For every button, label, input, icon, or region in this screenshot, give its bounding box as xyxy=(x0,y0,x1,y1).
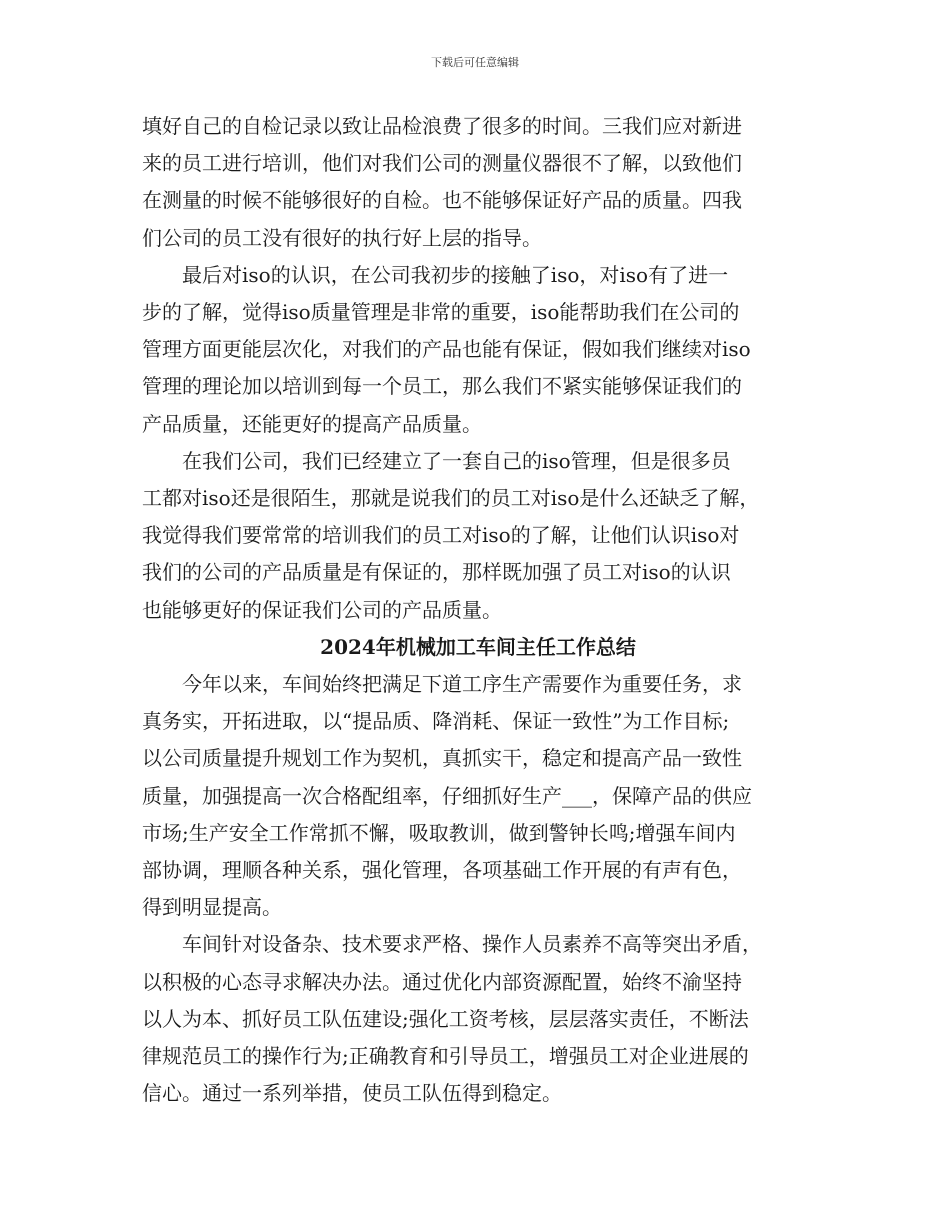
text-line: 步的了解，觉得iso质量管理是非常的重要，iso能帮助我们在公司的 xyxy=(142,300,740,325)
text-line: 填好自己的自检记录以致让品检浪费了很多的时间。三我们应对新进 xyxy=(142,114,742,138)
paragraph-iso-company xyxy=(142,443,814,629)
text-line: 也能够更好的保证我们公司的产品质量。 xyxy=(142,597,502,622)
paragraph-workshop-goals xyxy=(142,666,814,926)
text-line: 今年以来，车间始终把满足下道工序生产需要作为重要任务，求 xyxy=(182,672,742,697)
text-line: 质量，加强提高一次合格配组率，仔细抓好生产___，保障产品的供应 xyxy=(142,783,752,808)
text-line: 律规范员工的操作行为;正确教育和引导员工，增强员工对企业进展的 xyxy=(142,1044,749,1069)
section-title: 2024年机械加工车间主任工作总结 xyxy=(320,634,636,659)
text-line: 我觉得我们要常常的培训我们的员工对iso的了解，让他们认识iso对 xyxy=(142,523,740,548)
page-header-note: 下载后可任意编辑 xyxy=(431,56,519,69)
text-line: 管理方面更能层次化，对我们的产品也能有保证，假如我们继续对iso xyxy=(142,337,751,362)
text-line: 在我们公司，我们已经建立了一套自己的iso管理，但是很多员 xyxy=(182,448,731,473)
text-line: 以人为本、抓好员工队伍建设;强化工资考核，层层落实责任，不断法 xyxy=(142,1006,749,1031)
text-line: 管理的理论加以培训到每一个员工，那么我们不紧实能够保证我们的 xyxy=(142,374,742,399)
paragraph-continuation xyxy=(142,108,814,257)
text-line: 车间针对设备杂、技术要求严格、操作人员素养不高等突出矛盾， xyxy=(182,932,762,957)
text-line: 以积极的心态寻求解决办法。通过优化内部资源配置，始终不渝坚持 xyxy=(142,969,742,994)
text-line: 在测量的时候不能够很好的自检。也不能够保证好产品的质量。四我 xyxy=(142,188,742,213)
text-line: 部协调，理顺各种关系，强化管理，各项基础工作开展的有声有色， xyxy=(142,858,742,883)
document-body xyxy=(142,108,814,1112)
text-line: 市场;生产安全工作常抓不懈，吸取教训，做到警钟长鸣;增强车间内 xyxy=(142,820,736,845)
text-line: 产品质量，还能更好的提高产品质量。 xyxy=(142,411,482,436)
text-line: 以公司质量提升规划工作为契机，真抓实干，稳定和提高产品一致性 xyxy=(142,746,742,771)
text-line: 我们的公司的产品质量是有保证的，那样既加强了员工对iso的认识 xyxy=(142,560,731,585)
paragraph-workshop-measures xyxy=(142,926,814,1112)
text-line: 真务实，开拓进取，以“提品质、降消耗、保证一致性”为工作目标; xyxy=(142,709,730,734)
text-line: 最后对iso的认识，在公司我初步的接触了iso，对iso有了进一 xyxy=(182,262,729,287)
text-line: 信心。通过一系列举措，使员工队伍得到稳定。 xyxy=(142,1081,562,1106)
text-line: 来的员工进行培训，他们对我们公司的测量仪器很不了解，以致他们 xyxy=(142,151,742,176)
text-line: 得到明显提高。 xyxy=(142,895,282,920)
paragraph-iso-understanding xyxy=(142,257,814,443)
text-line: 们公司的员工没有很好的执行好上层的指导。 xyxy=(142,225,542,250)
text-line: 工都对iso还是很陌生，那就是说我们的员工对iso是什么还缺乏了解， xyxy=(142,486,760,511)
